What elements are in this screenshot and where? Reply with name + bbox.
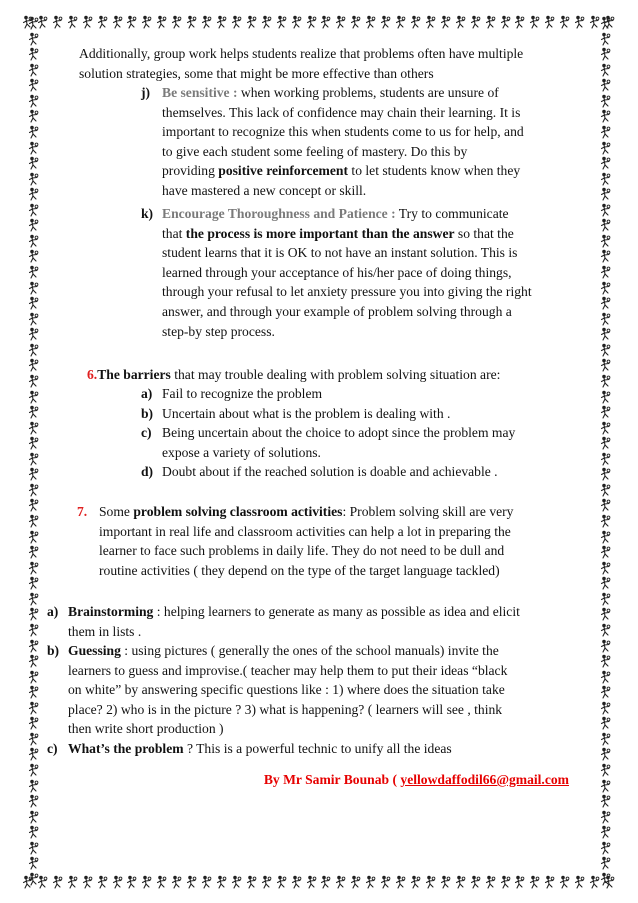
text-line: Doubt about if the reached solution is doable and achievable . <box>162 464 498 480</box>
author-footer <box>0 770 569 790</box>
barriers-list <box>141 384 581 482</box>
text-line: student learns that it is OK to not have an instant solution. This is <box>162 245 518 261</box>
item-label: a) <box>47 604 59 619</box>
text-line: Try to communicate <box>395 206 509 221</box>
item-label: d) <box>141 464 154 480</box>
text-line: answer, and through your example of problem solving through a <box>162 303 512 319</box>
text-fragment: that <box>162 225 186 241</box>
bold-phrase: problem solving classroom activities <box>133 504 343 519</box>
item-label: b) <box>47 643 60 658</box>
section-number: 6. <box>87 367 98 382</box>
text-fragment: ? This is a powerful technic to unify all the ideas <box>183 741 452 756</box>
barrier-item <box>141 423 581 462</box>
text-line: themselves. This lack of confidence may chain their learning. It is <box>162 104 521 120</box>
bold-phrase: the process is more important than the answer <box>185 225 455 241</box>
activity-c <box>47 739 587 759</box>
text-fragment: Some <box>99 504 134 519</box>
barrier-item <box>141 462 581 482</box>
bold-phrase: positive reinforcement <box>218 163 349 179</box>
text-line: then write short production ) <box>68 721 224 737</box>
item-label: a) <box>141 386 153 401</box>
text-line: have mastered a new concept or skill. <box>162 182 367 198</box>
text-line: Additionally, group work helps students realize that problems often have multiple <box>79 46 524 61</box>
activity-a <box>47 602 587 641</box>
text-line: place? 2) who is in the picture ? 3) what is happening? ( learners will see , think <box>68 701 503 717</box>
item-title: Be sensitive : <box>162 85 238 100</box>
text-fragment: to let students know when they <box>348 163 521 179</box>
text-line: learner to face such problems in daily life. They do not need to be dull and <box>99 543 505 559</box>
section-title: The barriers <box>97 367 171 382</box>
text-line: learned through your acceptance of his/her pace of doing things, <box>162 264 512 280</box>
text-line: important in real life and classroom activities can help a lot in preparing the <box>99 523 511 539</box>
section-7 <box>77 502 577 580</box>
item-label: c) <box>47 741 58 756</box>
text-line: routine activities ( they depend on the type of the target language tackled) <box>99 562 500 578</box>
activity-b <box>47 641 587 739</box>
activity-title: Brainstorming <box>68 604 154 619</box>
item-k <box>141 204 581 341</box>
text-fragment: providing <box>162 163 219 179</box>
text-line: step-by step process. <box>162 323 275 339</box>
text-line: Being uncertain about the choice to adopt since the problem may <box>162 425 516 441</box>
item-label: c) <box>141 425 152 441</box>
text-line: when working problems, students are unsure of <box>237 85 499 100</box>
item-label: b) <box>141 405 154 421</box>
section-6-heading <box>87 365 587 385</box>
text-line: to give each student some feeling of mastery. Do this by <box>162 143 468 159</box>
author-email-link[interactable]: yellowdaffodil66@gmail.com <box>400 772 569 787</box>
text-line: on white” by answering specific questions like : 1) where does the situation take <box>68 682 505 698</box>
text-fragment: : helping learners to generate as many as possible as idea and elicit <box>153 604 520 619</box>
text-line: them in lists . <box>68 623 142 639</box>
text-line: learners to guess and improvise.( teacher may help them to put their ideas “black <box>68 662 508 678</box>
intro-paragraph <box>79 44 523 83</box>
text-fragment: that may trouble dealing with problem solving situation are: <box>170 367 501 382</box>
author-name: By Mr Samir Bounab ( <box>263 772 401 787</box>
item-title: Encourage Thoroughness and Patience : <box>162 206 396 221</box>
barrier-item <box>141 384 581 404</box>
text-fragment: : using pictures ( generally the ones of the school manuals) invite the <box>120 643 499 658</box>
text-fragment: : Problem solving skill are very <box>342 504 514 519</box>
text-fragment: so that the <box>454 225 514 241</box>
section-number: 7. <box>77 504 88 519</box>
barrier-item <box>141 404 581 424</box>
text-line: expose a variety of solutions. <box>162 444 321 460</box>
text-line: through your refusal to let anxiety pressure you into giving the right <box>162 284 532 300</box>
activity-title: Guessing <box>68 643 121 658</box>
item-j <box>141 83 581 201</box>
text-line: solution strategies, some that might be more effective than others <box>79 65 434 81</box>
text-line: important to recognize this when students come to us for help, and <box>162 124 524 140</box>
text-line: Fail to recognize the problem <box>162 386 323 401</box>
text-line: Uncertain about what is the problem is dealing with . <box>162 405 451 421</box>
activity-title: What’s the problem <box>68 741 184 756</box>
item-label: j) <box>141 85 151 100</box>
item-label: k) <box>141 206 154 221</box>
